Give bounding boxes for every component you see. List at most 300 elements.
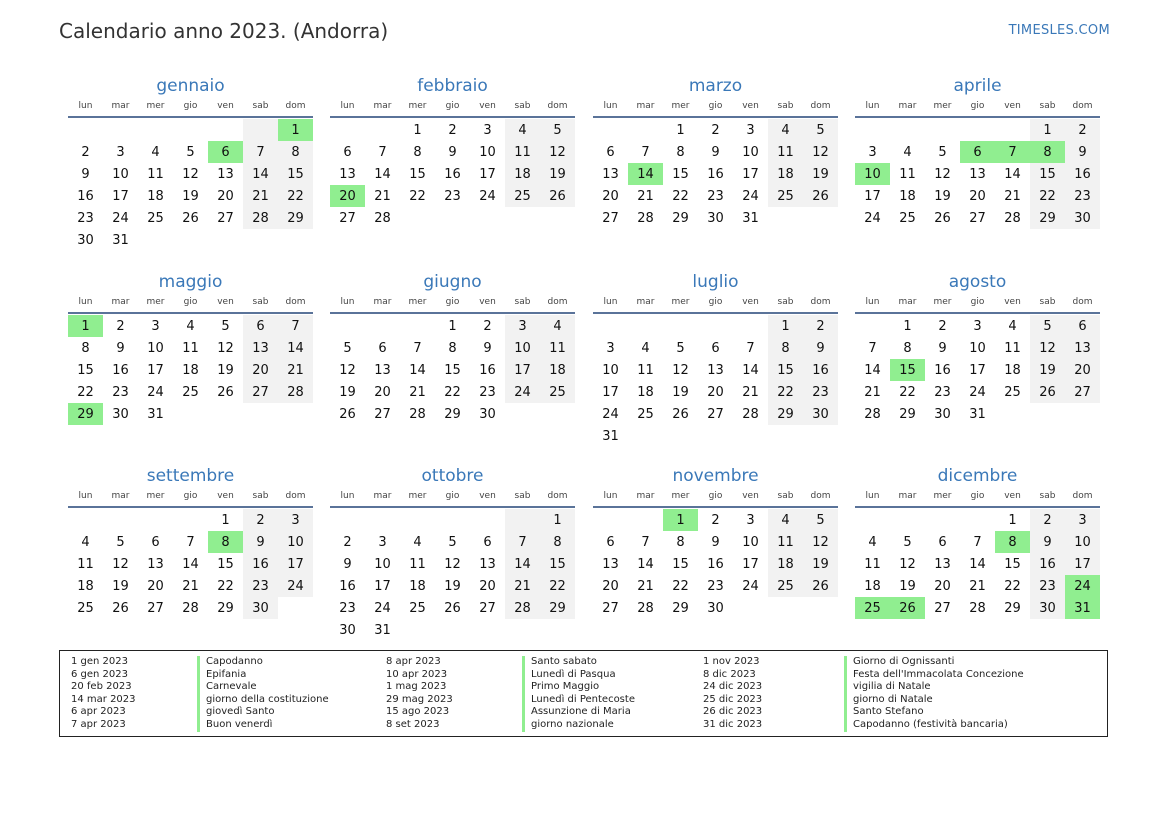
day-cell: 28 [505,597,540,619]
day-cell: 28 [1004,210,1021,226]
legend-holiday-name: Festa dell'Immacolata Concezione [844,669,1024,682]
day-cell: 25 [768,185,803,207]
weekday-label: dom [285,297,306,307]
day-cell: 16 [934,362,951,378]
day-cell: 30 [803,403,838,425]
day-cell: 4 [540,315,575,337]
day-cell: 28 [637,210,654,226]
day-grid [593,315,838,447]
day-cell: 13 [217,166,234,182]
day-cell: 12 [339,362,356,378]
day-cell: 14 [864,362,881,378]
weekday-header [593,293,838,311]
day-cell: 24 [147,384,164,400]
day-cell: 8 [208,531,243,553]
day-cell: 2 [938,318,947,334]
empty-cell [435,207,470,229]
day-cell: 9 [1065,141,1100,163]
weekday-header [855,293,1100,311]
day-cell: 16 [77,188,94,204]
day-cell: 14 [505,553,540,575]
day-cell: 18 [409,578,426,594]
day-cell: 15 [672,556,689,572]
day-cell: 21 [637,578,654,594]
day-cell: 14 [182,556,199,572]
day-cell: 27 [147,600,164,616]
day-cell: 25 [182,384,199,400]
day-cell: 25 [855,597,890,619]
day-cell: 17 [147,362,164,378]
day-cell: 4 [151,144,160,160]
day-cell: 22 [278,185,313,207]
day-cell: 22 [672,188,689,204]
day-cell: 5 [221,318,230,334]
month-divider [855,116,1100,118]
legend-holiday-name: Lunedì di Pasqua [522,669,635,682]
weekday-label: mer [933,101,952,111]
day-cell: 27 [934,600,951,616]
day-cell: 15 [409,166,426,182]
day-cell: 20 [707,384,724,400]
empty-cell [628,509,663,531]
day-cell: 13 [934,556,951,572]
day-cell: 30 [707,600,724,616]
weekday-label: sab [1039,101,1056,111]
weekday-label: mer [146,101,165,111]
month-febbraio [330,75,575,229]
day-cell: 24 [278,575,313,597]
empty-cell [173,403,208,425]
day-cell: 19 [444,578,461,594]
empty-cell [855,315,890,337]
weekday-label: ven [217,297,234,307]
month-divider [330,116,575,118]
day-cell: 20 [1065,359,1100,381]
day-cell: 7 [868,340,877,356]
day-cell: 20 [602,578,619,594]
day-cell: 21 [742,384,759,400]
day-cell: 12 [182,166,199,182]
empty-cell [138,229,173,251]
day-cell: 8 [995,531,1030,553]
empty-cell [208,119,243,141]
day-cell: 5 [1030,315,1065,337]
day-cell: 23 [1030,575,1065,597]
day-grid [855,509,1100,619]
weekday-label: gio [970,491,985,501]
month-name: agosto [948,272,1007,292]
weekday-label: mer [671,491,690,501]
empty-cell [540,619,575,641]
empty-cell [628,425,663,447]
day-cell: 27 [707,406,724,422]
day-cell: 6 [243,315,278,337]
weekday-header [68,487,313,505]
day-cell: 9 [711,534,720,550]
day-cell: 9 [938,340,947,356]
day-cell: 10 [742,144,759,160]
weekday-label: lun [340,297,355,307]
day-cell: 24 [742,188,759,204]
empty-cell [733,315,768,337]
day-cell: 11 [768,531,803,553]
day-cell: 23 [112,384,129,400]
weekday-label: sab [252,101,269,111]
weekday-label: dom [810,491,831,501]
day-cell: 12 [217,340,234,356]
day-cell: 22 [672,578,689,594]
day-cell: 12 [672,362,689,378]
day-cell: 14 [969,556,986,572]
weekday-label: gio [970,101,985,111]
day-cell: 28 [278,381,313,403]
day-cell: 27 [969,210,986,226]
day-cell: 5 [803,119,838,141]
day-cell: 8 [1030,141,1065,163]
empty-cell [803,207,838,229]
day-cell: 23 [803,381,838,403]
weekday-label: sab [777,101,794,111]
day-cell: 26 [540,185,575,207]
month-agosto [855,271,1100,425]
day-cell: 8 [278,141,313,163]
day-cell: 31 [1065,597,1100,619]
day-cell: 9 [343,556,352,572]
day-cell: 29 [899,406,916,422]
day-cell: 6 [938,534,947,550]
day-cell: 5 [186,144,195,160]
day-cell: 6 [208,141,243,163]
day-cell: 7 [186,534,195,550]
day-cell: 15 [77,362,94,378]
weekday-label: mar [111,297,130,307]
day-cell: 6 [483,534,492,550]
day-cell: 26 [339,406,356,422]
day-cell: 13 [969,166,986,182]
day-cell: 17 [864,188,881,204]
weekday-label: ven [479,491,496,501]
day-cell: 6 [1065,315,1100,337]
day-grid [68,509,313,619]
weekday-label: gio [708,491,723,501]
day-cell: 16 [707,166,724,182]
empty-cell [733,425,768,447]
empty-cell [400,619,435,641]
legend-holiday-name: Buon venerdì [197,719,329,732]
day-cell: 29 [1004,600,1021,616]
month-gennaio [68,75,313,251]
empty-cell [103,119,138,141]
day-cell: 9 [1030,531,1065,553]
day-cell: 26 [444,600,461,616]
empty-cell [803,425,838,447]
month-divider [593,312,838,314]
empty-cell [103,509,138,531]
day-cell: 30 [77,232,94,248]
day-cell: 19 [899,578,916,594]
legend-date: 31 dic 2023 [703,718,763,730]
day-cell: 28 [182,600,199,616]
day-cell: 1 [278,119,313,141]
day-cell: 26 [112,600,129,616]
empty-cell [505,403,540,425]
weekday-label: sab [777,491,794,501]
day-cell: 7 [505,531,540,553]
day-cell: 1 [768,315,803,337]
month-name: giugno [423,272,482,292]
day-cell: 5 [903,534,912,550]
empty-cell [663,425,698,447]
day-cell: 12 [934,166,951,182]
weekday-label: dom [1072,491,1093,501]
day-cell: 17 [374,578,391,594]
day-cell: 18 [864,578,881,594]
weekday-label: dom [810,297,831,307]
empty-cell [470,207,505,229]
day-cell: 30 [707,210,724,226]
day-cell: 27 [243,381,278,403]
day-cell: 25 [409,600,426,616]
empty-cell [243,229,278,251]
weekday-label: dom [547,491,568,501]
day-cell: 9 [483,340,492,356]
day-cell: 21 [637,188,654,204]
day-cell: 3 [1065,509,1100,531]
day-cell: 27 [217,210,234,226]
day-cell: 27 [339,210,356,226]
day-cell: 16 [112,362,129,378]
day-cell: 20 [330,185,365,207]
day-cell: 26 [890,597,925,619]
day-cell: 23 [934,384,951,400]
day-cell: 9 [81,166,90,182]
day-cell: 10 [479,144,496,160]
empty-cell [400,509,435,531]
day-cell: 29 [672,600,689,616]
day-cell: 29 [278,207,313,229]
weekday-label: sab [514,491,531,501]
day-cell: 18 [768,163,803,185]
day-cell: 25 [899,210,916,226]
day-cell: 21 [505,575,540,597]
day-cell: 22 [1004,578,1021,594]
day-cell: 22 [217,578,234,594]
month-name: settembre [146,466,235,486]
day-cell: 12 [803,531,838,553]
day-cell: 5 [676,340,685,356]
day-cell: 1 [903,318,912,334]
day-cell: 23 [1065,185,1100,207]
day-cell: 7 [746,340,755,356]
empty-cell [435,619,470,641]
weekday-label: mar [373,297,392,307]
day-cell: 24 [864,210,881,226]
weekday-header [68,97,313,115]
month-name: febbraio [417,76,488,96]
legend-date: 6 gen 2023 [71,668,129,680]
legend-holiday-name: Capodanno [197,656,329,669]
day-cell: 29 [1030,207,1065,229]
day-cell: 30 [934,406,951,422]
weekday-label: ven [1004,101,1021,111]
day-cell: 6 [378,340,387,356]
empty-cell [278,597,313,619]
day-cell: 28 [409,406,426,422]
day-cell: 6 [606,534,615,550]
weekday-label: sab [1039,297,1056,307]
day-cell: 9 [116,340,125,356]
day-grid [330,315,575,425]
day-cell: 2 [1065,119,1100,141]
weekday-label: lun [78,297,93,307]
day-cell: 15 [1030,163,1065,185]
legend-date: 7 apr 2023 [71,718,126,730]
day-cell: 22 [409,188,426,204]
weekday-label: lun [865,101,880,111]
day-cell: 22 [444,384,461,400]
day-cell: 13 [243,337,278,359]
day-cell: 8 [413,144,422,160]
day-cell: 7 [641,534,650,550]
weekday-label: mar [898,297,917,307]
day-cell: 29 [540,597,575,619]
weekday-label: dom [810,101,831,111]
day-cell: 4 [768,509,803,531]
weekday-label: lun [603,297,618,307]
day-cell: 21 [864,384,881,400]
day-cell: 18 [77,578,94,594]
weekday-header [855,487,1100,505]
weekday-label: gio [445,297,460,307]
day-grid [330,509,575,641]
day-cell: 24 [742,578,759,594]
weekday-label: sab [252,491,269,501]
weekday-label: mar [636,491,655,501]
empty-cell [925,509,960,531]
day-cell: 9 [803,337,838,359]
legend-names-1 [197,656,329,732]
weekday-label: mar [111,491,130,501]
weekday-label: sab [514,297,531,307]
day-cell: 16 [803,359,838,381]
day-cell: 11 [864,556,881,572]
day-cell: 10 [742,534,759,550]
day-cell: 13 [374,362,391,378]
month-aprile [855,75,1100,229]
day-cell: 10 [1065,531,1100,553]
day-cell: 6 [711,340,720,356]
empty-cell [400,207,435,229]
day-cell: 4 [768,119,803,141]
day-cell: 14 [278,337,313,359]
legend-date: 20 feb 2023 [71,681,132,693]
day-cell: 27 [1065,381,1100,403]
day-cell: 1 [1008,512,1017,528]
day-cell: 20 [374,384,391,400]
weekday-label: mar [636,297,655,307]
weekday-label: sab [1039,491,1056,501]
day-cell: 20 [243,359,278,381]
weekday-label: mar [636,101,655,111]
day-cell: 15 [217,556,234,572]
day-cell: 1 [1030,119,1065,141]
empty-cell [173,119,208,141]
weekday-label: ven [742,297,759,307]
day-cell: 11 [182,340,199,356]
day-cell: 3 [151,318,160,334]
legend-holiday-name: Primo Maggio [522,681,635,694]
day-cell: 7 [243,141,278,163]
weekday-label: lun [78,101,93,111]
month-settembre [68,465,313,619]
month-marzo [593,75,838,229]
legend-date: 8 apr 2023 [386,656,441,667]
month-ottobre [330,465,575,641]
day-cell: 3 [116,144,125,160]
day-cell: 22 [899,384,916,400]
day-cell: 26 [672,406,689,422]
empty-cell [208,229,243,251]
day-cell: 18 [637,384,654,400]
day-cell: 21 [374,188,391,204]
day-cell: 17 [479,166,496,182]
empty-cell [663,315,698,337]
day-cell: 12 [803,141,838,163]
month-name: maggio [158,272,223,292]
day-cell: 24 [505,381,540,403]
empty-cell [365,509,400,531]
day-cell: 11 [637,362,654,378]
day-cell: 10 [112,166,129,182]
weekday-label: ven [1004,491,1021,501]
legend-date: 6 apr 2023 [71,706,126,718]
day-cell: 23 [243,575,278,597]
day-cell: 13 [602,556,619,572]
day-cell: 14 [374,166,391,182]
day-cell: 30 [339,622,356,638]
weekday-label: gio [183,101,198,111]
legend-dates-3 [703,656,762,732]
brand-link[interactable]: TIMESLES.COM [1008,23,1110,38]
day-grid [855,119,1100,229]
day-cell: 20 [479,578,496,594]
day-cell: 11 [409,556,426,572]
day-cell: 22 [768,381,803,403]
day-cell: 28 [969,600,986,616]
day-cell: 30 [112,406,129,422]
day-cell: 20 [969,188,986,204]
weekday-label: ven [217,491,234,501]
day-cell: 8 [676,534,685,550]
weekday-label: ven [479,101,496,111]
empty-cell [365,119,400,141]
empty-cell [540,207,575,229]
legend-date: 10 apr 2023 [386,668,448,680]
weekday-label: mer [671,101,690,111]
day-cell: 5 [343,340,352,356]
empty-cell [505,509,540,531]
day-cell: 21 [969,578,986,594]
day-cell: 13 [1065,337,1100,359]
day-cell: 15 [444,362,461,378]
empty-cell [593,315,628,337]
day-cell: 2 [343,534,352,550]
day-cell: 10 [147,340,164,356]
day-cell: 7 [973,534,982,550]
empty-cell [733,597,768,619]
day-cell: 12 [112,556,129,572]
day-cell: 17 [278,553,313,575]
